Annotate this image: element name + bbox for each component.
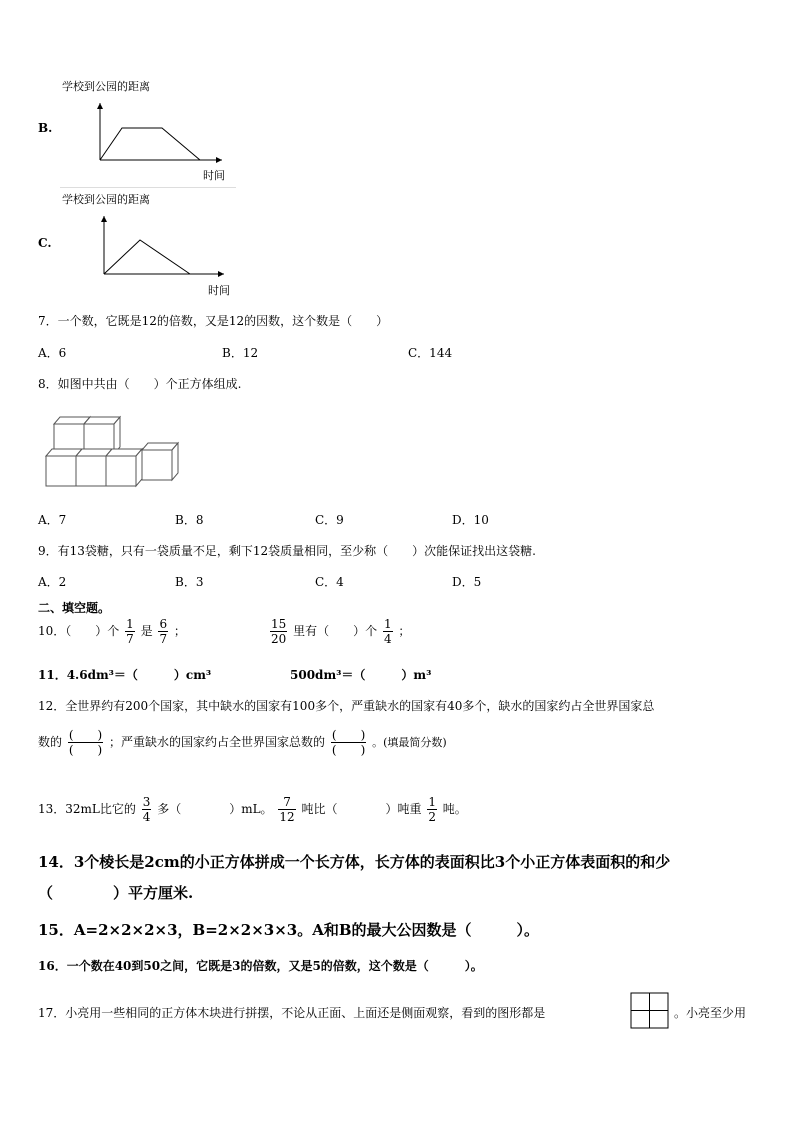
graph-b-line [100,128,200,160]
q13-fraction-2 [278,796,295,823]
q9-option-b: B．3 [175,575,204,589]
q10-f1-denominator: 7 [126,632,134,646]
q8-stem: 8．如图中共由（ ）个正方体组成. [38,377,242,391]
q10-fraction-4 [383,618,393,645]
graph-divider [60,187,236,188]
q9-option-d: D．5 [452,575,482,589]
graph-b-plot [90,95,240,170]
q13-f3-numerator: 1 [428,795,436,809]
option-c-label: C. [38,236,52,250]
q13-fraction-1 [142,796,152,823]
q15-text: 15．A=2×2×2×3，B=2×2×3×3。A和B的最大公因数是（ ）。 [38,921,540,939]
q12-part1: 数的 [38,735,63,749]
graph-b-ylabel: 学校到公园的距离 [62,80,150,93]
graph-c-xlabel: 时间 [208,284,230,297]
q10-left [38,618,186,645]
q12-fb-denominator: ( ) [331,743,366,757]
q13-f2-denominator: 12 [279,810,295,824]
q12-fraction-b [331,729,366,756]
q10-f2-numerator: 6 [159,617,168,631]
q13-line [38,796,467,823]
cube-stack-figure [40,410,190,492]
q16-text: 16．一个数在40到50之间，它既是3的倍数，又是5的倍数，这个数是（ ）。 [38,959,483,973]
q12-part2: ；严重缺水的国家约占全世界国家总数的 [109,735,326,749]
q13-part4: 吨。 [442,802,467,816]
q12-fa-numerator: ( ) [68,728,103,742]
q13-part2: 多（ ）mL。 [157,802,273,816]
q13-part1: 13．32mL比它的 [38,802,136,816]
q13-part3: 吨比（ ）吨重 [301,802,422,816]
q17-part2: 。小亮至少用 [674,1006,747,1020]
q10-part3: ； [173,624,186,638]
q10-f3-denominator: 20 [271,632,287,646]
q17-part1: 17．小亮用一些相同的正方体木块进行拼摆，不论从正面、上面还是侧面观察，看到的图形都是 [38,1006,546,1020]
q7-option-a: A．6 [38,346,67,360]
q12-line1: 12．全世界约有200个国家，其中缺水的国家有100多个，严重缺水的国家有40多个，缺水的国家约占全世界国家总 [38,699,655,713]
q7-option-b: B．12 [222,346,259,360]
q7-option-c: C．144 [408,346,453,360]
q10-fraction-1 [125,618,135,645]
q10-part1: （ ）个 [65,624,120,638]
q13-f2-numerator: 7 [283,795,291,809]
q11-left: 11．4.6dm³＝（ ）cm³ [38,668,212,682]
q8-option-d: D．10 [452,513,489,527]
q12-fb-numerator: ( ) [331,728,366,742]
q9-option-a: A．2 [38,575,67,589]
four-square-grid-icon [630,992,670,1030]
section-heading: 二、填空题。 [38,601,111,615]
q12-fraction-a [68,729,103,756]
q9-stem: 9．有13袋糖，只有一袋质量不足，剩下12袋质量相同，至少称（ ）次能保证找出这袋糖. [38,544,536,558]
q13-fraction-3 [427,796,437,823]
q10-number: 10． [38,624,66,638]
q8-option-c: C．9 [315,513,344,527]
q10-fraction-2 [158,618,168,645]
q9-option-c: C．4 [315,575,344,589]
q10-f3-numerator: 15 [271,617,287,631]
q10-part4: 里有（ ）个 [293,624,378,638]
q12-part3: 。(填最简分数) [372,736,447,749]
q13-f1-denominator: 4 [142,810,151,824]
graph-b-xlabel: 时间 [203,169,225,182]
q12-fa-denominator: ( ) [68,743,103,757]
q10-right [268,618,410,645]
q10-part5: ； [398,624,411,638]
q10-fraction-3 [270,618,287,645]
graph-c-line [104,240,190,274]
q13-f3-denominator: 2 [428,810,436,824]
q14-line1: 14．3个棱长是2cm的小正方体拼成一个长方体，长方体的表面积比3个小正方体表面积的和少 [38,853,671,871]
q14-line2: （ ）平方厘米. [38,884,194,902]
graph-c-plot [94,208,239,284]
q13-f1-numerator: 3 [142,795,151,809]
q7-stem: 7．一个数，它既是12的倍数，又是12的因数，这个数是（ ） [38,314,389,328]
q8-option-b: B．8 [175,513,204,527]
q10-f1-numerator: 1 [126,617,134,631]
option-b-label: B. [38,121,53,135]
q12-line2 [38,729,447,756]
q10-part2: 是 [140,624,153,638]
q10-f4-denominator: 4 [383,632,392,646]
graph-c-ylabel: 学校到公园的距离 [62,193,150,206]
q8-option-a: A．7 [38,513,67,527]
q10-f2-denominator: 7 [159,632,168,646]
q10-f4-numerator: 1 [383,617,392,631]
q11-right: 500dm³＝（ ）m³ [290,668,432,682]
